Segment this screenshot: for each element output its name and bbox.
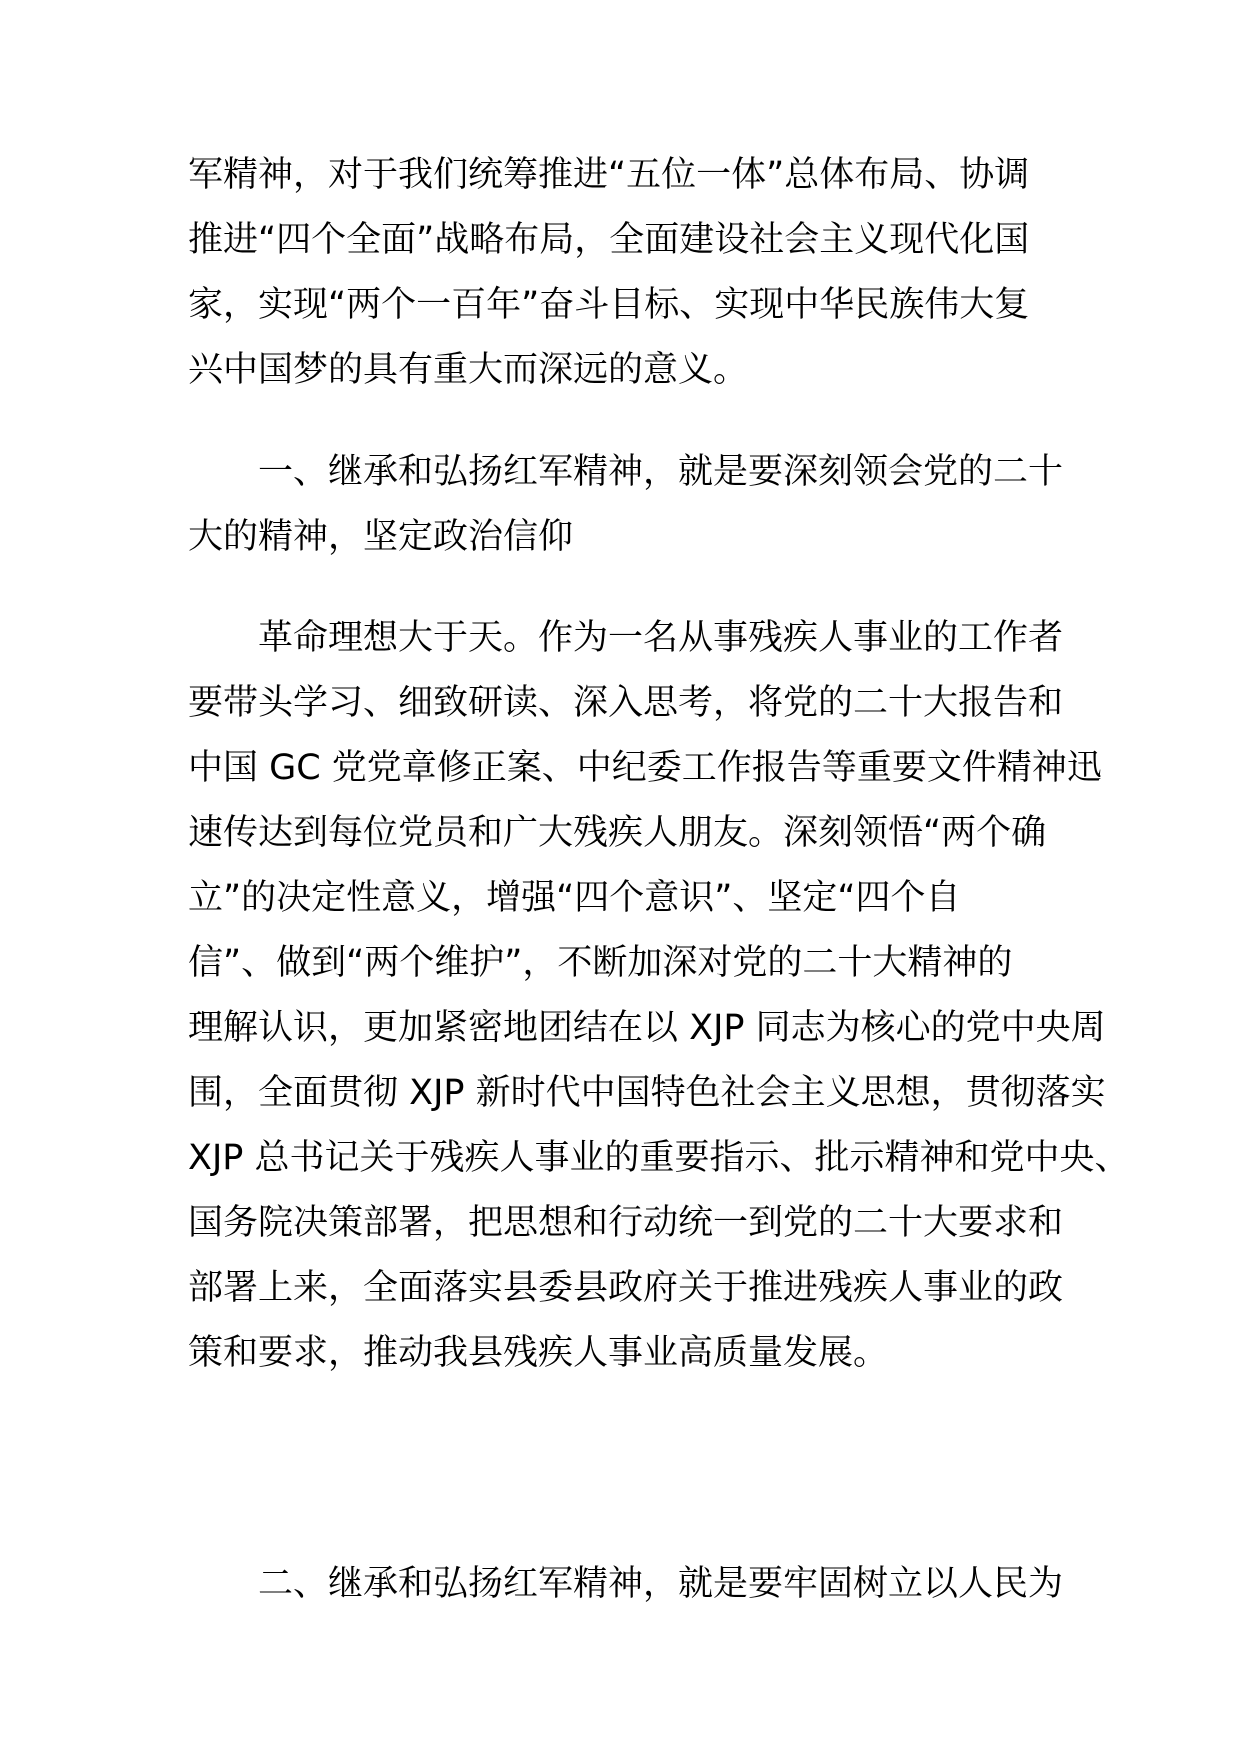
text-line: 国务院决策部署，把思想和行动统一到党的二十大要求和 xyxy=(188,1203,1064,1243)
text-line: 要带头学习、细致研读、深入思考，将党的二十大报告和 xyxy=(188,683,1064,723)
text-line: 部署上来，全面落实县委县政府关于推进残疾人事业的政 xyxy=(188,1268,1064,1308)
text-line: 军精神，对于我们统筹推进“五位一体”总体布局、协调 xyxy=(188,155,1030,195)
heading-line: 一、继承和弘扬红军精神，就是要深刻领会党的二十 xyxy=(258,452,1064,492)
text-line: 围，全面贯彻 XJP 新时代中国特色社会主义思想，贯彻落实 xyxy=(188,1073,1106,1113)
heading-line: 大的精神，坚定政治信仰 xyxy=(188,517,574,557)
text-line: 推进“四个全面”战略布局，全面建设社会主义现代化国 xyxy=(188,220,1030,260)
section-heading-1 xyxy=(188,440,1068,570)
text-line: 策和要求，推动我县残疾人事业高质量发展。 xyxy=(188,1333,889,1373)
section-heading-2 xyxy=(188,1552,1068,1617)
text-line: XJP 总书记关于残疾人事业的重要指示、批示精神和党中央、 xyxy=(188,1138,1130,1178)
paragraph-continuation xyxy=(188,143,1068,403)
text-line: 家，实现“两个一百年”奋斗目标、实现中华民族伟大复 xyxy=(188,285,1030,325)
text-line: 革命理想大于天。作为一名从事残疾人事业的工作者 xyxy=(258,618,1064,658)
heading-line: 二、继承和弘扬红军精神，就是要牢固树立以人民为 xyxy=(258,1564,1064,1604)
text-line: 兴中国梦的具有重大而深远的意义。 xyxy=(188,350,749,390)
text-line: 速传达到每位党员和广大残疾人朋友。深刻领悟“两个确 xyxy=(188,813,1047,853)
body-paragraph xyxy=(188,606,1130,1386)
text-line: 信”、做到“两个维护”，不断加深对党的二十大精神的 xyxy=(188,943,1013,983)
text-line: 理解认识，更加紧密地团结在以 XJP 同志为核心的党中央周 xyxy=(188,1008,1106,1048)
text-line: 中国 GC 党党章修正案、中纪委工作报告等重要文件精神迅 xyxy=(188,748,1102,788)
text-line: 立”的决定性意义，增强“四个意识”、坚定“四个自 xyxy=(188,878,961,918)
